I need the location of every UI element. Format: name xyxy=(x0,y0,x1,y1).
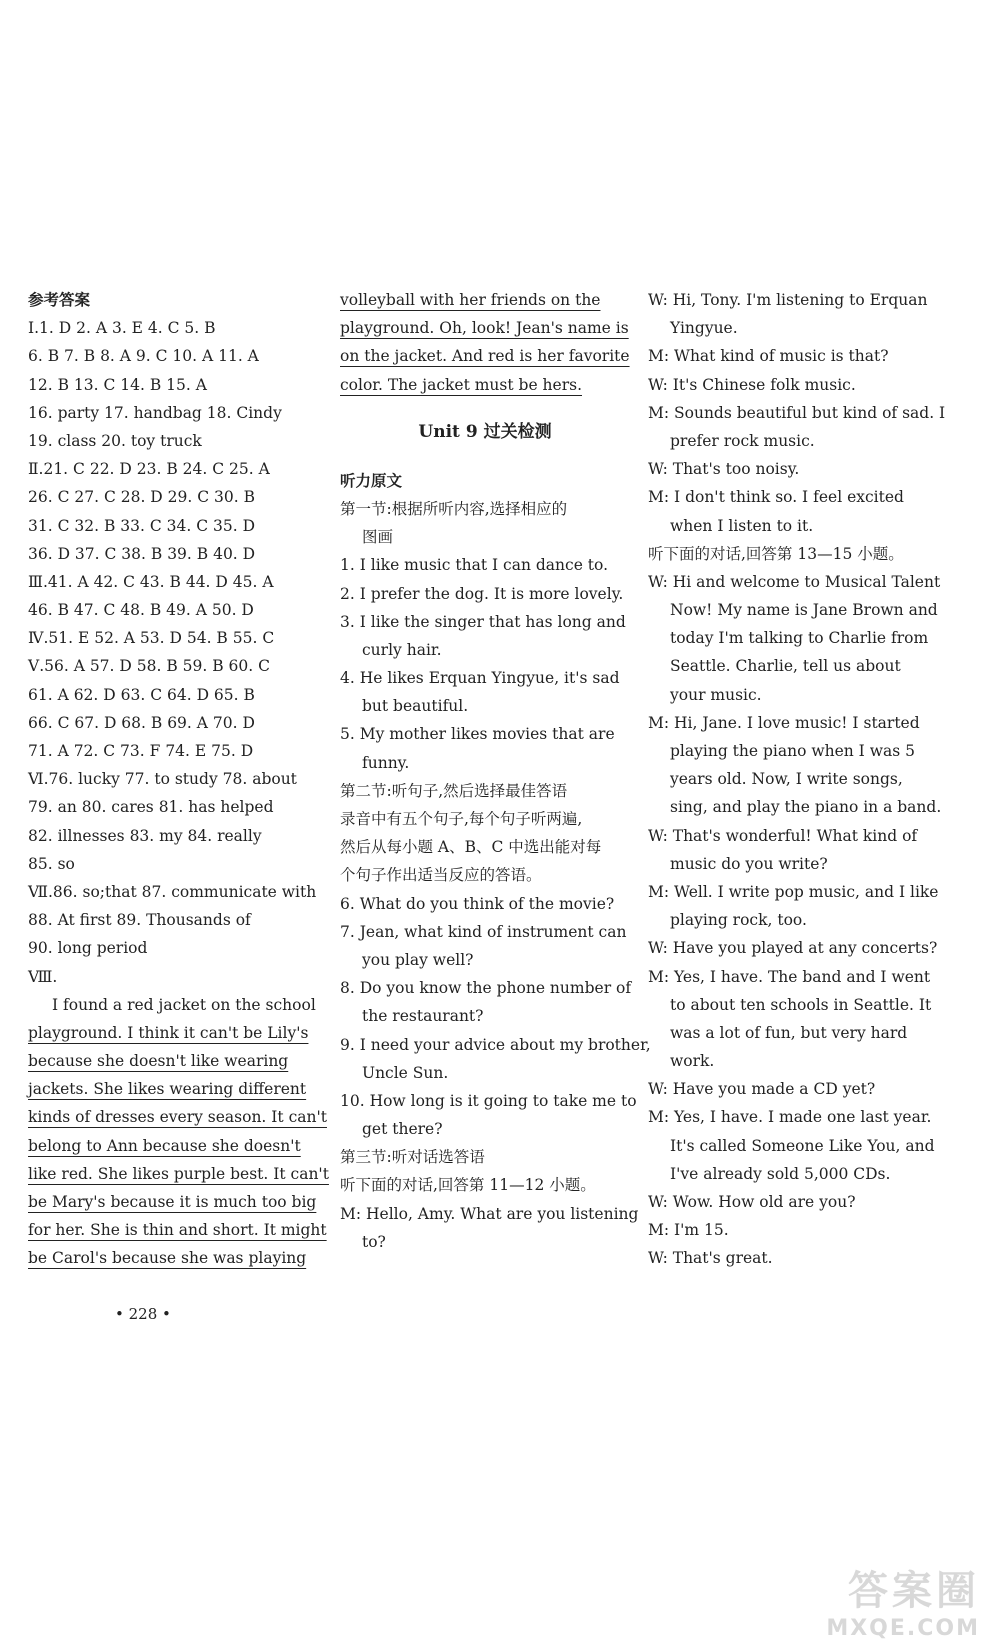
answer-line: Ⅷ. xyxy=(28,967,58,986)
script-line: 7. Jean, what kind of instrument can xyxy=(340,922,627,941)
answer-line: 66. C 67. D 68. B 69. A 70. D xyxy=(28,713,255,732)
script-line: 第二节:听句子,然后选择最佳答语 xyxy=(340,781,568,800)
answer-lines xyxy=(28,314,318,991)
answer-line: 61. A 62. D 63. C 64. D 65. B xyxy=(28,685,255,704)
essay-line: playground. Oh, look! Jean's name is xyxy=(340,319,629,338)
essay-line: because she doesn't like wearing xyxy=(28,1052,289,1071)
script-line: Uncle Sun. xyxy=(362,1063,449,1082)
script-line: 4. He likes Erquan Yingyue, it's sad xyxy=(340,669,620,688)
script-line: 1. I like music that I can dance to. xyxy=(340,556,609,575)
script-line: 听下面的对话,回答第 11—12 小题。 xyxy=(340,1176,596,1195)
dialogue-line: W: That's too noisy. xyxy=(648,460,800,479)
dialogue-line: M: I'm 15. xyxy=(648,1221,729,1240)
answer-line: Ⅱ.21. C 22. D 23. B 24. C 25. A xyxy=(28,460,270,479)
answer-line: Ⅵ.76. lucky 77. to study 78. about xyxy=(28,770,297,789)
dialogue-line: sing, and play the piano in a band. xyxy=(670,798,942,817)
dialogue-line: W: Hi and welcome to Musical Talent xyxy=(648,572,941,591)
script-line: funny. xyxy=(362,753,410,772)
dialogue-line: W: That's great. xyxy=(648,1249,773,1268)
dialogue-line: M: Well. I write pop music, and I like xyxy=(648,882,939,901)
answer-line: 26. C 27. C 28. D 29. C 30. B xyxy=(28,488,255,507)
script-line: 个句子作出适当反应的答语。 xyxy=(340,866,542,885)
dialogue-line: W: Have you played at any concerts? xyxy=(648,939,938,958)
answer-line: 31. C 32. B 33. C 34. C 35. D xyxy=(28,516,255,535)
essay-line: volleyball with her friends on the xyxy=(340,291,601,309)
script-line: 第三节:听对话选答语 xyxy=(340,1148,485,1167)
answer-line: 88. At first 89. Thousands of xyxy=(28,911,251,930)
essay-continuation xyxy=(340,286,630,399)
essay-paragraph xyxy=(28,991,329,1273)
answer-line: 82. illnesses 83. my 84. really xyxy=(28,826,262,845)
unit-title: Unit 9 过关检测 xyxy=(418,421,552,442)
answer-line: Ⅰ.1. D 2. A 3. E 4. C 5. B xyxy=(28,319,216,338)
dialogue-line: to about ten schools in Seattle. It xyxy=(670,995,932,1014)
dialogue-line: work. xyxy=(670,1052,715,1071)
script-line: to? xyxy=(362,1232,386,1251)
dialogue-line: your music. xyxy=(670,685,762,704)
dialogue-line: playing rock, too. xyxy=(670,911,807,930)
dialogue-line: today I'm talking to Charlie from xyxy=(670,629,929,648)
script-line: the restaurant? xyxy=(362,1007,484,1026)
section-title: 听力原文 xyxy=(340,470,403,490)
dialogue-line: W: Have you made a CD yet? xyxy=(648,1080,876,1099)
answer-line: Ⅶ.86. so;that 87. communicate with xyxy=(28,882,317,901)
dialogue-line: Yingyue. xyxy=(670,319,738,338)
dialogue-line: I've already sold 5,000 CDs. xyxy=(670,1164,891,1183)
dialogue-line: W: It's Chinese folk music. xyxy=(648,375,856,394)
script-line: 图画 xyxy=(362,528,394,547)
answer-key-title: 参考答案 xyxy=(28,290,91,309)
listening-script xyxy=(340,495,651,1256)
dialogue-line: Seattle. Charlie, tell us about xyxy=(670,657,901,676)
script-line: 然后从每小题 A、B、C 中选出能对每 xyxy=(340,838,602,857)
answer-line: 79. an 80. cares 81. has helped xyxy=(28,798,274,817)
answer-key-column xyxy=(28,286,329,1273)
answer-line: 16. party 17. handbag 18. Cindy xyxy=(28,403,282,422)
script-line: 5. My mother likes movies that are xyxy=(340,725,615,744)
essay-line: playground. I think it can't be Lily's xyxy=(28,1023,309,1042)
script-line: M: Hello, Amy. What are you listening xyxy=(340,1204,639,1223)
dialogue-line: M: Yes, I have. I made one last year. xyxy=(648,1108,932,1127)
dialogue-line: M: Hi, Jane. I love music! I started xyxy=(648,713,920,732)
answer-line: 6. B 7. B 8. A 9. C 10. A 11. A xyxy=(28,347,259,366)
script-line: you play well? xyxy=(362,950,474,969)
essay-line: be Mary's because it is much too big xyxy=(28,1193,317,1211)
listening-column-1 xyxy=(340,286,651,1256)
essay-line: like red. She likes purple best. It can't xyxy=(28,1164,329,1183)
watermark-logo xyxy=(826,1559,980,1641)
dialogue-line: M: Sounds beautiful but kind of sad. I xyxy=(648,403,946,422)
script-line: 2. I prefer the dog. It is more lovely. xyxy=(340,584,624,603)
script-line: 录音中有五个句子,每个句子听两遍, xyxy=(340,810,583,828)
dialogue-script xyxy=(648,286,946,1273)
dialogue-line: 听下面的对话,回答第 13—15 小题。 xyxy=(648,544,904,563)
answer-line: 90. long period xyxy=(28,939,148,958)
essay-line: on the jacket. And red is her favorite xyxy=(340,347,630,366)
answer-line: 19. class 20. toy truck xyxy=(28,431,202,450)
dialogue-line: It's called Someone Like You, and xyxy=(670,1136,935,1155)
dialogue-line: Now! My name is Jane Brown and xyxy=(670,601,938,620)
answer-line: 12. B 13. C 14. B 15. A xyxy=(28,375,207,394)
script-line: but beautiful. xyxy=(362,697,469,716)
dialogue-line: music do you write? xyxy=(670,854,828,873)
script-line: 6. What do you think of the movie? xyxy=(340,894,615,913)
answer-line: 46. B 47. C 48. B 49. A 50. D xyxy=(28,601,254,620)
answer-line: 85. so xyxy=(28,854,75,873)
script-line: 10. How long is it going to take me to xyxy=(340,1091,637,1110)
dialogue-line: years old. Now, I write songs, xyxy=(670,770,903,789)
essay-line: I found a red jacket on the school xyxy=(52,995,316,1014)
script-line: 8. Do you know the phone number of xyxy=(340,979,632,998)
script-line: curly hair. xyxy=(362,640,442,659)
dialogue-line: playing the piano when I was 5 xyxy=(670,742,915,760)
script-line: 9. I need your advice about my brother, xyxy=(340,1035,651,1054)
listening-column-2 xyxy=(648,286,946,1273)
dialogue-line: M: What kind of music is that? xyxy=(648,347,889,366)
answer-line: Ⅲ.41. A 42. C 43. B 44. D 45. A xyxy=(28,572,274,591)
essay-line: color. The jacket must be hers. xyxy=(340,375,582,394)
script-line: 3. I like the singer that has long and xyxy=(340,612,626,631)
essay-line: be Carol's because she was playing xyxy=(28,1249,307,1268)
answer-line: Ⅳ.51. E 52. A 53. D 54. B 55. C xyxy=(28,629,275,648)
answer-line: 36. D 37. C 38. B 39. B 40. D xyxy=(28,544,256,563)
essay-line: jackets. She likes wearing different xyxy=(28,1080,307,1099)
dialogue-line: was a lot of fun, but very hard xyxy=(670,1023,908,1042)
essay-line: kinds of dresses every season. It can't xyxy=(28,1108,327,1127)
script-line: 第一节:根据所听内容,选择相应的 xyxy=(340,499,568,518)
essay-line: for her. She is thin and short. It might xyxy=(28,1221,327,1240)
answer-line: Ⅴ.56. A 57. D 58. B 59. B 60. C xyxy=(28,657,270,676)
essay-line: belong to Ann because she doesn't xyxy=(28,1136,301,1155)
dialogue-line: W: Wow. How old are you? xyxy=(648,1193,856,1211)
page-number: • 228 • xyxy=(115,1305,171,1323)
dialogue-line: W: That's wonderful! What kind of xyxy=(648,826,918,845)
dialogue-line: W: Hi, Tony. I'm listening to Erquan xyxy=(648,291,928,309)
answer-line: 71. A 72. C 73. F 74. E 75. D xyxy=(28,742,254,760)
dialogue-line: prefer rock music. xyxy=(670,431,815,450)
script-line: get there? xyxy=(362,1120,443,1139)
watermark-text: 答案圈 xyxy=(848,1568,980,1614)
dialogue-line: M: Yes, I have. The band and I went xyxy=(648,967,931,986)
dialogue-line: M: I don't think so. I feel excited xyxy=(648,488,904,507)
watermark-url: MXQE.COM xyxy=(826,1616,980,1641)
dialogue-line: when I listen to it. xyxy=(670,516,814,535)
